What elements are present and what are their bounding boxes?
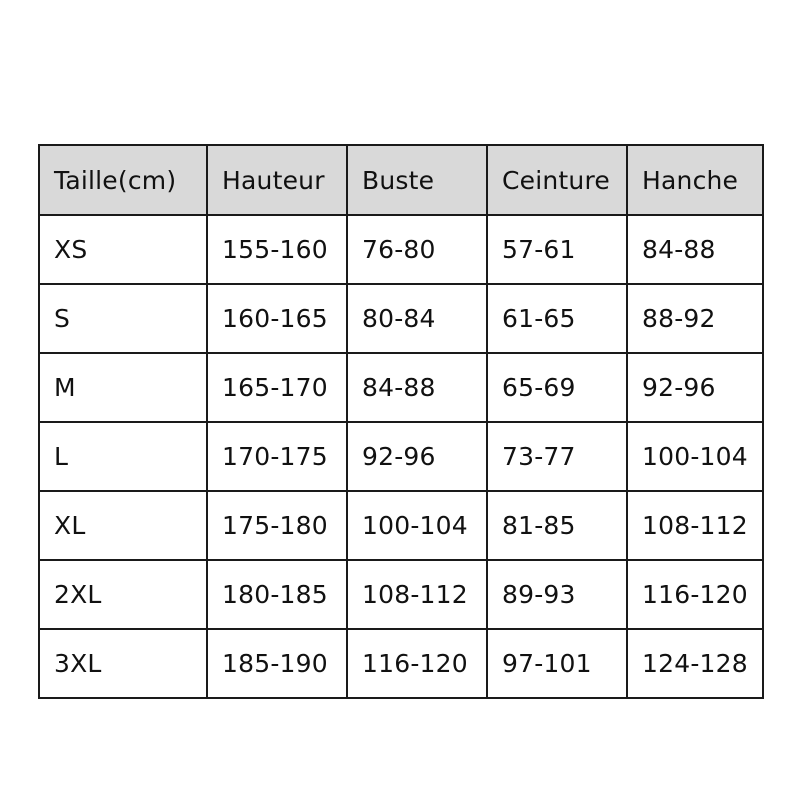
column-header-hip: Hanche [627, 145, 763, 215]
cell-hip: 84-88 [627, 215, 763, 284]
table-row [39, 215, 763, 284]
cell-hip: 88-92 [627, 284, 763, 353]
table-row [39, 353, 763, 422]
table-row [39, 284, 763, 353]
cell-height: 165-170 [207, 353, 347, 422]
cell-hip: 100-104 [627, 422, 763, 491]
cell-height: 185-190 [207, 629, 347, 698]
cell-waist: 89-93 [487, 560, 627, 629]
cell-size: 2XL [39, 560, 207, 629]
cell-waist: 81-85 [487, 491, 627, 560]
table-header-row [39, 145, 763, 215]
cell-height: 160-165 [207, 284, 347, 353]
cell-hip: 108-112 [627, 491, 763, 560]
cell-bust: 84-88 [347, 353, 487, 422]
cell-size: M [39, 353, 207, 422]
cell-size: S [39, 284, 207, 353]
cell-bust: 76-80 [347, 215, 487, 284]
table-row [39, 422, 763, 491]
cell-height: 180-185 [207, 560, 347, 629]
column-header-height: Hauteur [207, 145, 347, 215]
cell-size: XS [39, 215, 207, 284]
table-row [39, 491, 763, 560]
table-body [39, 215, 763, 698]
cell-bust: 100-104 [347, 491, 487, 560]
cell-bust: 108-112 [347, 560, 487, 629]
cell-waist: 73-77 [487, 422, 627, 491]
cell-size: XL [39, 491, 207, 560]
cell-size: 3XL [39, 629, 207, 698]
cell-size: L [39, 422, 207, 491]
cell-bust: 80-84 [347, 284, 487, 353]
cell-height: 155-160 [207, 215, 347, 284]
column-header-size: Taille(cm) [39, 145, 207, 215]
cell-hip: 124-128 [627, 629, 763, 698]
table-row [39, 629, 763, 698]
cell-waist: 65-69 [487, 353, 627, 422]
cell-hip: 92-96 [627, 353, 763, 422]
cell-height: 170-175 [207, 422, 347, 491]
cell-waist: 57-61 [487, 215, 627, 284]
table-row [39, 560, 763, 629]
cell-hip: 116-120 [627, 560, 763, 629]
size-chart-container [38, 144, 762, 699]
cell-waist: 97-101 [487, 629, 627, 698]
table-header [39, 145, 763, 215]
column-header-waist: Ceinture [487, 145, 627, 215]
column-header-bust: Buste [347, 145, 487, 215]
cell-bust: 92-96 [347, 422, 487, 491]
size-chart-table [38, 144, 764, 699]
cell-waist: 61-65 [487, 284, 627, 353]
cell-bust: 116-120 [347, 629, 487, 698]
cell-height: 175-180 [207, 491, 347, 560]
